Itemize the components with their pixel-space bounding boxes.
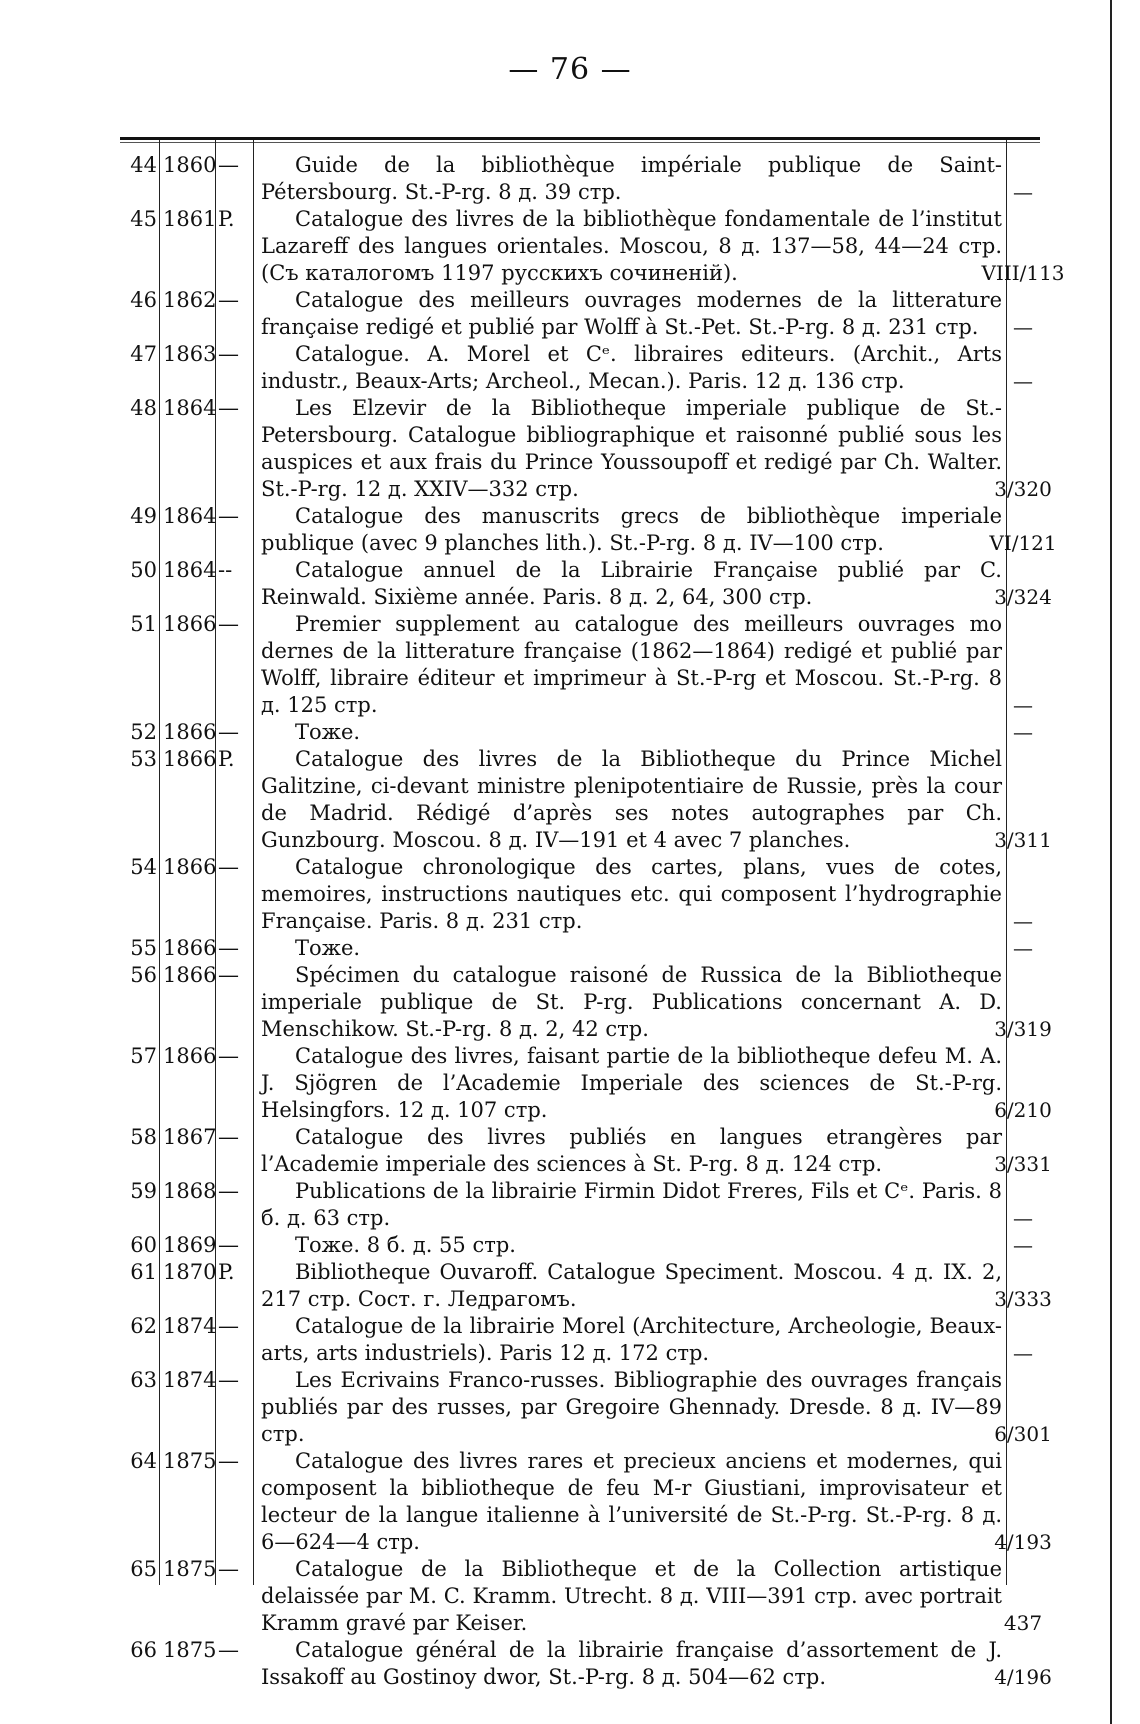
entry-mark: — [218,1044,239,1068]
entry-note: 6/210 [994,1098,1052,1122]
entry-year: 1863 [163,342,217,366]
entry-year: 1874 [163,1314,217,1338]
catalogue-entry [120,1313,1040,1367]
entry-mark: — [218,1638,239,1662]
entry-text: Catalogue général de la librairie française d’assortement de J. Issakoff au Gostinoy dwor, St.-P-rg. 8 д. 504—62 стр. [261,1638,1002,1689]
entry-mark: — [218,1314,239,1338]
entry-mark: P. [218,207,235,231]
entry-note: — [1013,936,1033,960]
entry-number: 60 [130,1233,157,1257]
entry-year: 1864 [163,396,217,420]
entry-mark: — [218,963,239,987]
entry-note: — [1013,369,1033,393]
catalogue-entry [120,1367,1052,1448]
entry-text: Catalogue des livres, faisant partie de la bibliotheque defeu M. A. J. Sjögren de l’Academie Imperiale des sciences de St.-P-rg. Helsingfors. 12 д. 107 стр. [261,1044,1002,1122]
header-rule-thin [120,142,1040,143]
entry-note: 3/331 [994,1152,1052,1176]
catalogue-entry [120,1124,1052,1178]
entry-year: 1862 [163,288,217,312]
entry-year: 1875 [163,1638,217,1662]
catalogue-entry [120,854,1040,935]
entry-text: Catalogue des livres de la bibliothèque fondamentale de l’institut Lazareff des langues orientales. Moscou, 8 д. 137—58, 44—24 стр. (Съ каталогомъ 1197 русскихъ сочиненій). [261,207,1002,285]
entry-mark: — [218,720,239,744]
entry-number: 63 [130,1368,157,1392]
entry-number: 65 [130,1557,157,1581]
entry-note: — [1013,909,1033,933]
catalogue-entry [120,935,1040,962]
entry-note: 3/324 [994,585,1052,609]
entry-mark: P. [218,747,235,771]
entry-note: — [1013,1341,1033,1365]
entry-year: 1860 [163,153,217,177]
entry-mark: — [218,288,239,312]
entry-mark: — [218,1368,239,1392]
entry-number: 47 [130,342,157,366]
entry-text: Catalogue de la Bibliotheque et de la Collection artistique delaissée par M. C. Kramm. Utrecht. 8 д. VIII—391 стр. avec portrait Kramm gravé par Keiser. [261,1557,1002,1635]
entry-text: Catalogue chronologique des cartes, plans, vues de cotes, memoires, instructions nautiques etc. qui composent l’hydrographie Française. Paris. 8 д. 231 стр. [261,855,1002,933]
entry-year: 1866 [163,612,217,636]
catalogue-entry [120,1556,1043,1637]
entry-year: 1875 [163,1557,217,1581]
entry-number: 62 [130,1314,157,1338]
entry-note: 437 [1003,1611,1043,1635]
entry-number: 46 [130,288,157,312]
entry-text: Bibliotheque Ouvaroff. Catalogue Speciment. Moscou. 4 д. IX. 2, 217 стр. Сост. г. Ледрагомъ. [261,1260,1002,1311]
entry-note: 3/320 [994,477,1052,501]
entry-number: 51 [130,612,157,636]
entry-note: 3/319 [994,1017,1052,1041]
entry-note: — [1013,180,1033,204]
entry-note: VIII/113 [981,261,1065,285]
entry-year: 1866 [163,855,217,879]
entry-year: 1864 [163,558,217,582]
entry-number: 57 [130,1044,157,1068]
catalogue-entry [120,341,1040,395]
entry-number: 58 [130,1125,157,1149]
catalogue-entry [120,611,1040,719]
entry-year: 1869 [163,1233,217,1257]
entry-text: Catalogue de la librairie Morel (Architecture, Archeologie, Beaux-arts, arts industriels). Paris 12 д. 172 стр. [261,1314,1002,1365]
catalogue-entry [120,1448,1052,1556]
entry-year: 1866 [163,936,217,960]
entry-text: Catalogue des manuscrits grecs de bibliothèque imperiale publique (avec 9 planches lith.). St.-P-rg. 8 д. IV—100 стр. [261,504,1002,555]
entry-text: Publications de la librairie Firmin Didot Freres, Fils et Cᵉ. Paris. 8 б. д. 63 стр. [261,1179,1002,1230]
entry-note: — [1013,1206,1033,1230]
entry-note: — [1013,693,1033,717]
entry-note: VI/121 [989,531,1057,555]
entry-note: 3/333 [994,1287,1052,1311]
entry-text: Тоже. 8 б. д. 55 стр. [295,1233,516,1257]
entry-mark: — [218,1449,239,1473]
catalogue-entry [120,1178,1040,1232]
entry-mark: — [218,612,239,636]
entry-number: 64 [130,1449,157,1473]
entry-text: Les Ecrivains Franco-russes. Bibliographie des ouvrages français publiés par des russes, par Gregoire Ghennady. Dresde. 8 д. IV—89 стр. [261,1368,1002,1446]
entry-text: Catalogue annuel de la Librairie Française publié par C. Reinwald. Sixième année. Paris. 8 д. 2, 64, 300 стр. [261,558,1002,609]
entry-year: 1874 [163,1368,217,1392]
entry-number: 50 [130,558,157,582]
entry-mark: P. [218,1260,235,1284]
entry-year: 1875 [163,1449,217,1473]
catalogue-entry [120,962,1052,1043]
entry-text: Catalogue des livres publiés en langues etrangères par l’Academie imperiale des sciences à St. P-rg. 8 д. 124 стр. [261,1125,1002,1176]
entry-year: 1864 [163,504,217,528]
entry-year: 1867 [163,1125,217,1149]
entry-number: 55 [130,936,157,960]
entry-text: Les Elzevir de la Bibliotheque imperiale publique de St.-Petersbourg. Catalogue bibliographique et raisonné publié sous les auspices et aux frais du Prince Youssoupoff et redigé par Ch. Walter. St.-P-rg. 12 д. XXIV—332 стр. [261,396,1002,501]
entry-note: 4/193 [994,1530,1052,1554]
entry-text: Spécimen du catalogue raisoné de Russica de la Bibliotheque imperiale publique de St. P-rg. Publications concernant A. D. Menschikow. St.-P-rg. 8 д. 2, 42 стр. [261,963,1002,1041]
header-rule [120,137,1040,140]
entry-mark: — [218,342,239,366]
entry-mark: -- [218,558,233,582]
entry-number: 44 [130,153,157,177]
entry-number: 45 [130,207,157,231]
entry-mark: — [218,1233,239,1257]
entry-text: Premier supplement au catalogue des meilleurs ouvrages mo dernes de la litterature française (1862—1864) redigé et publié par Wolff, libraire éditeur et imprimeur à St.-P-rg et Moscou. St.-P-rg. 8 д. 125 стр. [261,612,1002,717]
entry-mark: — [218,504,239,528]
entry-mark: — [218,855,239,879]
entry-number: 53 [130,747,157,771]
entry-year: 1866 [163,720,217,744]
catalogue-entry [120,1259,1052,1313]
catalogue-entry [120,287,1040,341]
entry-mark: — [218,936,239,960]
entry-note: — [1013,720,1033,744]
entry-note: — [1013,1233,1033,1257]
entry-text: Catalogue des livres rares et precieux anciens et modernes, qui composent la bibliotheque de feu M-r Giustiani, improvisateur et lecteur de la langue italienne à l’université de St.-P-rg. St.-P-rg. 8 д. 6—624—4 стр. [261,1449,1002,1554]
catalogue-entry [120,1637,1052,1691]
entry-year: 1868 [163,1179,217,1203]
entry-number: 52 [130,720,157,744]
entry-number: 66 [130,1638,157,1662]
entry-text: Catalogue des meilleurs ouvrages modernes de la litterature française redigé et publié par Wolff à St.-Pet. St.-P-rg. 8 д. 231 стр. [261,288,1002,339]
entry-year: 1870 [163,1260,217,1284]
entry-number: 54 [130,855,157,879]
entry-note: 4/196 [994,1665,1052,1689]
page-edge-line [1110,0,1112,1724]
entry-number: 56 [130,963,157,987]
catalogue-entry [120,746,1052,854]
entry-number: 59 [130,1179,157,1203]
entry-note: 6/301 [994,1422,1052,1446]
catalogue-entry [120,1043,1052,1124]
entry-year: 1866 [163,963,217,987]
entry-year: 1866 [163,1044,217,1068]
entry-year: 1861 [163,207,217,231]
entry-number: 61 [130,1260,157,1284]
entry-text: Тоже. [295,720,361,744]
entry-mark: — [218,1557,239,1581]
catalogue-entry [120,1232,1040,1259]
catalogue-entry [120,557,1052,611]
entry-text: Catalogue. A. Morel et Cᵉ. libraires editeurs. (Archit., Arts industr., Beaux-Arts; Archeol., Mecan.). Paris. 12 д. 136 стр. [261,342,1002,393]
entry-mark: — [218,1125,239,1149]
catalogue-entry [120,719,1040,746]
catalogue-entry [120,503,1057,557]
entry-text: Тоже. [295,936,361,960]
entry-mark: — [218,153,239,177]
catalogue-entries [120,152,1065,1691]
entry-year: 1866 [163,747,217,771]
catalogue-entry [120,206,1065,287]
entry-text: Catalogue des livres de la Bibliotheque du Prince Michel Galitzine, ci-devant ministre plenipotentiaire de Russie, près la cour de Madrid. Rédigé d’après ses notes autographes par Ch. Gunzbourg. Moscou. 8 д. IV—191 et 4 avec 7 planches. [261,747,1002,852]
page-number: — 76 — [508,52,632,87]
entry-text: Guide de la bibliothèque impériale publique de Saint-Pétersbourg. St.-P-rg. 8 д. 39 стр. [261,153,1002,204]
catalogue-entry [120,395,1052,503]
entry-mark: — [218,1179,239,1203]
entry-mark: — [218,396,239,420]
entry-number: 49 [130,504,157,528]
entry-note: 3/311 [994,828,1052,852]
entry-note: — [1013,315,1033,339]
catalogue-entry [120,152,1040,206]
entry-number: 48 [130,396,157,420]
